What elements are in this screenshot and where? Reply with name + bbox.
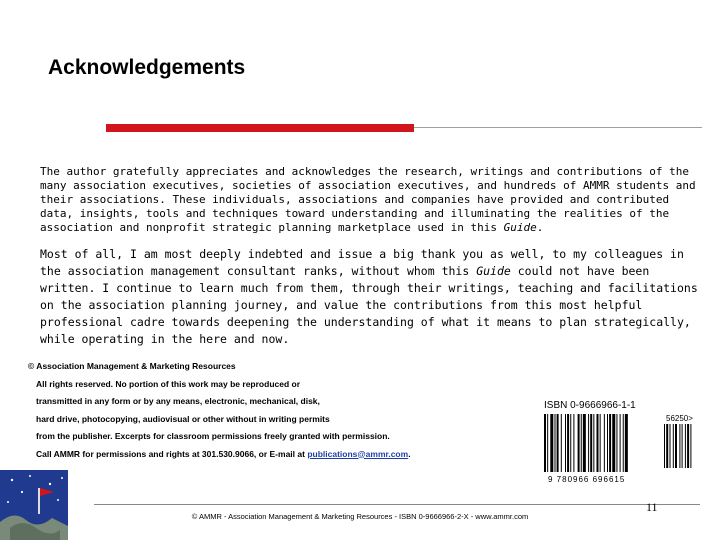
copyright-line: transmitted in any form or by any means, electronic, mechanical, disk, <box>36 396 320 406</box>
copyright-line: Call AMMR for permissions and rights at 301.530.9066, or E-mail at publications@ammr.com. <box>36 448 411 459</box>
barcode-bar <box>600 414 601 472</box>
barcode-bar <box>557 414 559 472</box>
paragraph-acknowledgement: The author gratefully appreciates and acknowledges the research, writings and contributions of the many association executives, societies of association executives, and hundreds of AMMR students and their associations. These individuals, associations and companies have provided and contributed data, insights, tools and techniques toward understanding and illuminating the realities of the association and nonprofit strategic planning marketplace used in this Guide. <box>40 165 696 234</box>
copyright-line: from the publisher. Excerpts for classroom permissions freely granted with permission. <box>36 431 390 441</box>
barcode-bar <box>583 414 586 472</box>
barcode-bar <box>555 414 556 472</box>
barcode-bar <box>664 424 665 468</box>
email-link[interactable]: publications@ammr.com <box>307 448 409 459</box>
barcode-bars <box>544 414 628 472</box>
barcode-bar <box>682 424 683 468</box>
footer-divider <box>94 504 700 505</box>
copyright-line: All rights reserved. No portion of this work may be reproduced or <box>36 378 301 389</box>
barcode-bar <box>597 414 599 472</box>
footer-text: © AMMR - Association Management & Marketing Resources - ISBN 0-9666966-2-X - www.ammr.com <box>191 512 529 521</box>
ammr-logo <box>0 470 68 540</box>
barcode-bar <box>675 424 677 468</box>
price-code: 56250> <box>666 414 693 423</box>
barcode-addon-bars <box>664 424 691 468</box>
barcode-bar <box>620 414 621 472</box>
barcode-bar <box>570 414 571 472</box>
paragraph-thanks: Most of all, I am most deeply indebted and issue a big thank you as well, to my colleagues in the association management consultant ranks, without whom this Guide could not have been written. I continue to learn much from them, through their writings, teaching and facilitations on the association planning journey, and value the contributions from this most helpful professional cadre towards deepening the understanding of what it means to plan strategically, while operating in the here and now. <box>40 247 698 346</box>
barcode-bar <box>616 414 617 472</box>
copyright-line: hard drive, photocopying, audiovisual or other without in writing permits <box>36 413 330 424</box>
barcode-bar <box>565 414 566 472</box>
barcode-bar <box>609 414 611 472</box>
barcode-bar <box>623 414 624 472</box>
barcode-bar <box>673 424 674 468</box>
barcode-bar <box>687 424 689 468</box>
barcode-bar <box>593 414 594 472</box>
barcode-bar <box>685 424 686 468</box>
barcode-bar <box>604 414 605 472</box>
barcode-bar <box>666 424 668 468</box>
title-underline-red <box>106 124 414 132</box>
barcode-number: 9 780966 696615 <box>548 475 626 484</box>
barcode-bar <box>588 414 589 472</box>
barcode-bar <box>561 414 562 472</box>
slide-title: Acknowledgements <box>48 56 246 79</box>
isbn-label: ISBN 0-9666966-1-1 <box>544 400 636 411</box>
barcode-bar <box>607 414 608 472</box>
barcode-bar <box>578 414 580 472</box>
barcode-bar <box>567 414 569 472</box>
barcode-bar <box>544 414 546 472</box>
barcode-bar <box>590 414 592 472</box>
barcode-bar <box>550 414 553 472</box>
barcode-bar <box>573 414 574 472</box>
barcode-bar <box>679 424 680 468</box>
isbn-barcode <box>540 394 708 488</box>
copyright-line: © Association Management & Marketing Resources <box>28 361 236 371</box>
page-number: 11 <box>646 500 658 514</box>
barcode-bar <box>612 414 615 472</box>
barcode-bar <box>547 414 548 472</box>
barcode-bar <box>625 414 628 472</box>
barcode-bar <box>581 414 582 472</box>
barcode-bar <box>670 424 671 468</box>
barcode-bar <box>690 424 691 468</box>
